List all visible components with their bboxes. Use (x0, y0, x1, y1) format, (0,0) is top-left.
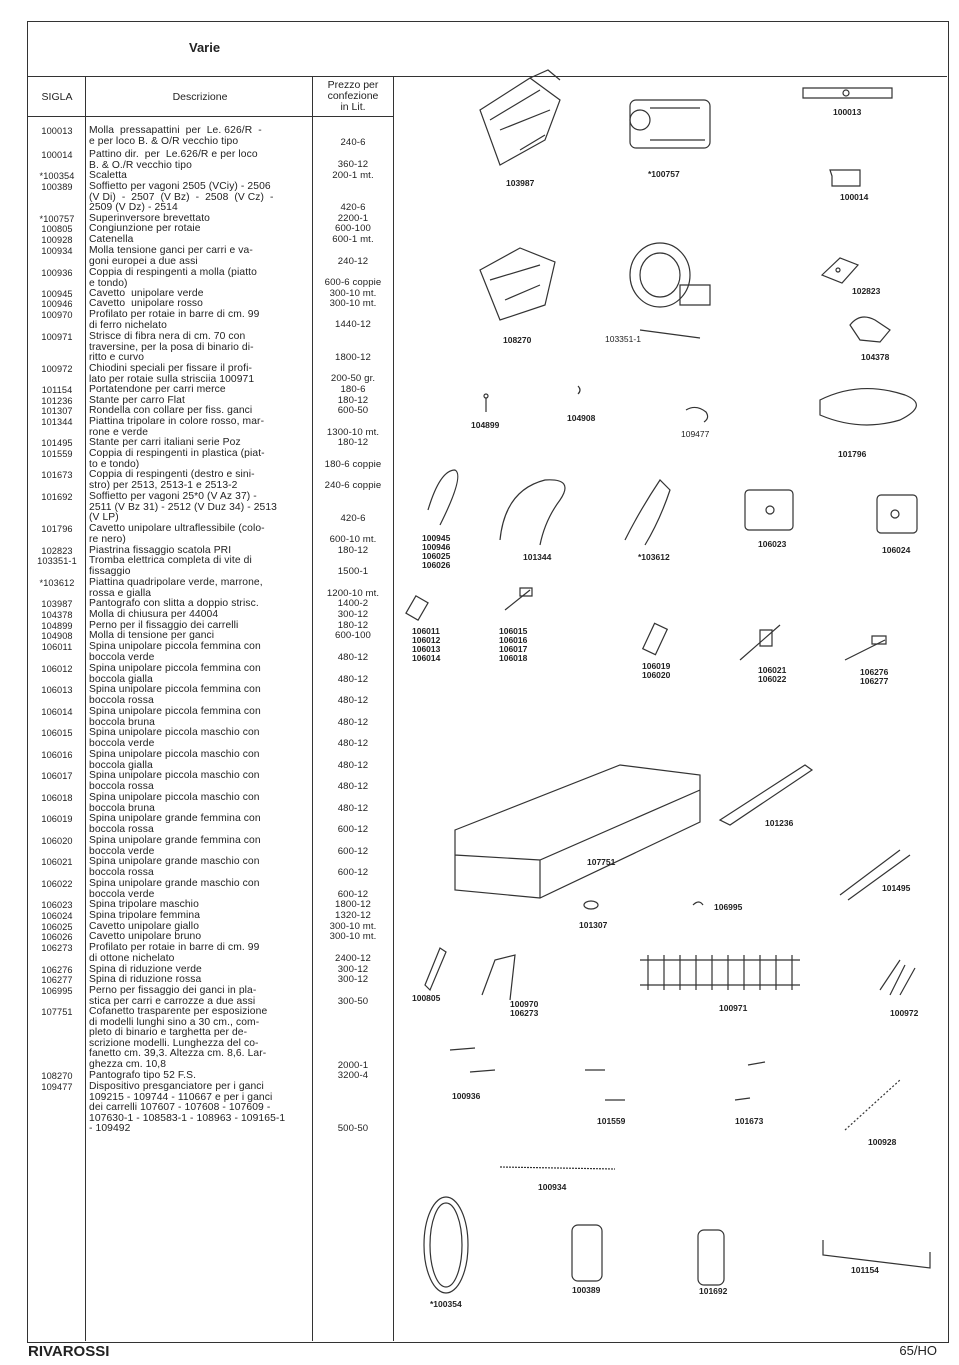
pin-106995 (693, 902, 703, 905)
item-description: Spina unipolare grande femmina con boccola rossa (89, 813, 261, 835)
item-price: 480-12 (337, 760, 369, 771)
part-label: 108270 (503, 335, 532, 345)
item-price: 600-12 (337, 824, 369, 835)
item-code: 100014 (41, 150, 73, 160)
item-price: 480-12 (337, 781, 369, 792)
header-code: SIGLA (41, 91, 73, 103)
item-description: Stante per carri italiani serie Poz (89, 437, 241, 448)
item-price: 200-1 mt. (332, 170, 374, 181)
item-code: 103987 (41, 599, 73, 609)
item-code: 106020 (41, 836, 73, 846)
item-price: 1320-12 (335, 910, 371, 921)
ladder-100354 (424, 1197, 468, 1293)
item-description: Soffietto per vagoni 25*0 (V Az 37) - 2511 (V Bz 31) - 2512 (V Duz 34) - 2513 (V LP) (89, 491, 278, 524)
item-price: 300-10 mt. (329, 298, 377, 309)
item-price: 180-6 (340, 384, 366, 395)
item-description: Perno per fissaggio dei ganci in pla- stica per carri e carrozze a due assi (89, 985, 257, 1007)
item-code: 101344 (41, 417, 73, 427)
item-description: Spina unipolare piccola femmina con boccola bruna (89, 706, 261, 728)
item-price: 3200-4 (337, 1070, 369, 1081)
bellows-100389 (572, 1225, 602, 1281)
item-code: 107751 (41, 1007, 73, 1017)
item-code: 106995 (41, 986, 73, 996)
nails-100972 (880, 960, 915, 995)
rail-100970 (482, 955, 515, 1000)
item-description: Perno per il fissaggio dei carrelli (89, 620, 239, 631)
item-price: 300-10 mt. (329, 288, 377, 299)
part-label: 103351-1 (605, 334, 641, 344)
part-label: 102823 (852, 286, 881, 296)
part-label: 100971 (719, 1003, 748, 1013)
item-price: 300-10 mt. (329, 921, 377, 932)
item-description: Spina di riduzione verde (89, 964, 202, 975)
item-description: Molla di tensione per ganci (89, 630, 215, 641)
item-description: Coppia di respingenti a molla (piatto e tondo) (89, 267, 257, 289)
part-label: 100934 (538, 1182, 567, 1192)
item-description: Piastrina fissaggio scatola PRI (89, 545, 232, 556)
tent-bar-101154 (823, 1240, 930, 1268)
item-description: Piattina quadripolare verde, marrone, rossa e gialla (89, 577, 263, 599)
plug-106023 (745, 490, 793, 530)
item-code: 101495 (41, 438, 73, 448)
item-description: Soffietto per vagoni 2505 (VCiy) - 2506 (V Di) - 2507 (V Bz) - 2508 (V Cz) - 2509 (V Dz) - 2514 (89, 181, 274, 214)
chain-100928 (845, 1080, 900, 1130)
item-code: 106024 (41, 911, 73, 921)
item-price: 360-12 (337, 159, 369, 170)
part-label: 106023 (758, 539, 787, 549)
item-code: 108270 (41, 1071, 73, 1081)
item-price: 480-12 (337, 717, 369, 728)
item-price: 300-50 (337, 996, 369, 1007)
stanchion-101495 (840, 850, 910, 900)
item-description: Spina unipolare piccola maschio con boccola gialla (89, 749, 260, 771)
item-description: Dispositivo presganciatore per i ganci 109215 - 109744 - 110667 e per i ganci dei carrelli 107607 - 107608 - 107609 - 107630-1 - 108583-1 - 108963 - 109165-1 - 109492 (89, 1081, 286, 1135)
ribbon-101344 (500, 480, 565, 545)
page-number: 65/HO (899, 1343, 937, 1358)
part-label: 106995 (714, 902, 743, 912)
item-description: Strisce di fibra nera di cm. 70 con traversine, per la posa di binario di- ritto e curvo (89, 331, 254, 364)
item-code: 109477 (41, 1082, 73, 1092)
item-price: 600-12 (337, 846, 369, 857)
part-label: 101307 (579, 920, 608, 930)
cable-101796 (820, 389, 916, 425)
item-description: Spina unipolare piccola femmina con boccola gialla (89, 663, 261, 685)
stanchion-101236 (720, 765, 812, 825)
part-label: 101344 (523, 552, 552, 562)
ribbon-103612 (625, 480, 670, 545)
item-price: 2400-12 (335, 953, 371, 964)
item-description: Profilato per rotaie in barre di cm. 99 di ottone nichelato (89, 942, 260, 964)
footer-brand: RIVAROSSI (28, 1343, 110, 1360)
item-code: 101307 (41, 406, 73, 416)
item-code: 104908 (41, 631, 73, 641)
item-description: Spina unipolare piccola femmina con boccola rossa (89, 684, 261, 706)
cable-100945 (428, 470, 458, 525)
item-description: Spina tripolare maschio (89, 899, 199, 910)
spring-104378 (850, 317, 890, 342)
item-code: 106014 (41, 707, 73, 717)
item-code: 106022 (41, 879, 73, 889)
item-code: 101796 (41, 524, 73, 534)
part-label: 101559 (597, 1116, 626, 1126)
header-price: Prezzo per confezione in Lit. (327, 79, 379, 113)
item-description: Spina di riduzione rossa (89, 974, 202, 985)
item-price: 240-6 (340, 137, 366, 148)
display-case-107751 (455, 765, 700, 898)
item-code: 106012 (41, 664, 73, 674)
item-code: 106273 (41, 943, 73, 953)
item-price: 1300-10 mt. (326, 427, 380, 438)
item-description: Piattina tripolare in colore rosso, mar- rone e verde (89, 416, 265, 438)
item-code: 100934 (41, 246, 73, 256)
item-price: 180-12 (337, 395, 369, 406)
item-price: 600-100 (335, 630, 371, 641)
pin-104899 (484, 394, 488, 412)
part-label: *100757 (648, 169, 680, 179)
item-code: 106025 (41, 922, 73, 932)
item-price: 1400-2 (337, 598, 369, 609)
item-price: 500-50 (337, 1123, 369, 1134)
item-code: 101673 (41, 470, 73, 480)
item-description: Chiodini speciali per fissare il profi- lato per rotaie sulla strisciia 100971 (89, 363, 255, 385)
item-description: Cofanetto trasparente per esposizione di modelli lunghi sino a 30 cm., com- pleto di binario e targhetta per de- scrizione modelli. Lunghezza del co- fanetto cm. 39,3. Altezza cm. 8,6. Lar- ghezza cm. 10,8 (89, 1006, 268, 1070)
item-price: 480-12 (337, 738, 369, 749)
item-code: 101236 (41, 396, 73, 406)
plug-106011 (406, 596, 428, 620)
item-code: 100972 (41, 364, 73, 374)
item-description: Molla pressapattini per Le. 626/R - e per loco B. & O/R vecchio tipo (89, 125, 262, 147)
item-description: Coppia di respingenti (destro e sini- stro) per 2513, 2513-1 e 2513-2 (89, 469, 255, 491)
part-label: 106024 (882, 545, 911, 555)
item-code: 101692 (41, 492, 73, 502)
item-price: 1800-12 (335, 899, 371, 910)
item-price: 1500-1 (337, 566, 369, 577)
item-code: 101154 (41, 385, 73, 395)
item-code: 102823 (41, 546, 73, 556)
item-code: 104378 (41, 610, 73, 620)
item-code: 100389 (41, 182, 73, 192)
item-description: Molla tensione ganci per carri e va- goni europei a due assi (89, 245, 253, 267)
bellows-101692 (698, 1230, 724, 1285)
item-description: Spina unipolare grande femmina con boccola verde (89, 835, 261, 857)
item-price: 600-10 mt. (329, 534, 377, 545)
part-label: 100014 (840, 192, 869, 202)
item-code: 106276 (41, 965, 73, 975)
part-label: 106021 106022 (758, 665, 787, 684)
part-label: 101154 (851, 1265, 879, 1275)
item-price: 300-12 (337, 964, 369, 975)
item-price: 240-12 (337, 256, 369, 267)
item-code: 106018 (41, 793, 73, 803)
part-label: 101495 (882, 883, 911, 893)
item-price: 600-12 (337, 867, 369, 878)
item-code: 100928 (41, 235, 73, 245)
spring-100934 (500, 1167, 615, 1169)
item-code: 100946 (41, 299, 73, 309)
item-description: Catenella (89, 234, 134, 245)
item-code: 106023 (41, 900, 73, 910)
uncoupler-109477 (686, 407, 708, 422)
part-label: 100389 (572, 1285, 601, 1295)
header-description: Descrizione (172, 91, 228, 103)
item-description: Spina unipolare piccola maschio con boccola bruna (89, 792, 260, 814)
item-description: Profilato per rotaie in barre di cm. 99 di ferro nichelato (89, 309, 260, 331)
item-description: Portatendone per carri merce (89, 384, 226, 395)
part-label: 101692 (699, 1286, 728, 1296)
item-price: 300-10 mt. (329, 931, 377, 942)
part-label: 100928 (868, 1137, 897, 1147)
item-description: Scaletta (89, 170, 128, 181)
part-label: 103987 (506, 178, 535, 188)
slider-bar-100013 (803, 88, 892, 98)
buffers-101559 (585, 1070, 625, 1100)
item-price: 180-12 (337, 620, 369, 631)
part-label: 100013 (833, 107, 862, 117)
item-code: *100354 (39, 171, 75, 181)
joiner-100805 (425, 948, 446, 990)
item-description: Cavetto unipolare bruno (89, 931, 202, 942)
plug-106015 (505, 588, 532, 610)
item-price: 300-12 (337, 609, 369, 620)
item-code: 106016 (41, 750, 73, 760)
item-price: 300-12 (337, 974, 369, 985)
reverser-100757 (630, 100, 710, 148)
buffers-100936 (450, 1048, 495, 1072)
item-price: 600-1 mt. (332, 234, 374, 245)
item-code: 106021 (41, 857, 73, 867)
item-code: *100757 (39, 214, 75, 224)
part-label: 100972 (890, 1008, 919, 1018)
item-price: 2000-1 (337, 1060, 369, 1071)
item-price: 1800-12 (335, 352, 371, 363)
part-label: 101673 (735, 1116, 764, 1126)
item-price: 180-12 (337, 437, 369, 448)
item-price: 600-100 (335, 223, 371, 234)
track-100971 (640, 955, 800, 990)
item-price: 240-6 coppie (324, 480, 382, 491)
item-price: 1440-12 (335, 319, 371, 330)
item-description: Spina tripolare femmina (89, 910, 201, 921)
item-description: Coppia di respingenti in plastica (piat- to e tondo) (89, 448, 265, 470)
item-description: Pantografo tipo 52 F.S. (89, 1070, 197, 1081)
item-price: 480-12 (337, 674, 369, 685)
item-description: Superinversore brevettato (89, 213, 210, 224)
spring-104908 (578, 386, 580, 394)
item-description: Rondella con collare per fiss. ganci (89, 405, 253, 416)
item-code: 106026 (41, 932, 73, 942)
item-price: 180-12 (337, 545, 369, 556)
section-title: Varie (189, 40, 221, 55)
part-label: *100354 (430, 1299, 462, 1309)
item-description: Spina unipolare grande maschio con boccola rossa (89, 856, 260, 878)
item-code: 101559 (41, 449, 73, 459)
item-price: 600-50 (337, 405, 369, 416)
part-label: 104899 (471, 420, 500, 430)
part-label: 101796 (838, 449, 867, 459)
buffers-101673 (735, 1062, 765, 1100)
item-description: Tromba elettrica completa di vite di fissaggio (89, 555, 252, 577)
item-description: Spina unipolare piccola maschio con boccola rossa (89, 770, 260, 792)
washer-101307 (584, 901, 598, 909)
item-description: Congiunzione per rotaie (89, 223, 201, 234)
part-label: *103612 (638, 552, 670, 562)
part-label: 106011 106012 106013 106014 (412, 626, 441, 663)
item-price: 180-6 coppie (324, 459, 382, 470)
item-price: 480-12 (337, 695, 369, 706)
item-description: Spina unipolare grande maschio con boccola verde (89, 878, 260, 900)
item-description: Cavetto unipolare verde (89, 288, 204, 299)
item-description: Pattino dir. per Le.626/R e per loco B. & O./R vecchio tipo (89, 149, 258, 171)
plug-106276 (845, 636, 886, 660)
part-label: 106276 106277 (860, 667, 889, 686)
item-price: 480-12 (337, 652, 369, 663)
item-price: 420-6 (340, 513, 366, 524)
item-code: 106017 (41, 771, 73, 781)
item-price: 200-50 gr. (330, 373, 376, 384)
item-description: Stante per carro Flat (89, 395, 185, 406)
item-code: 103351-1 (37, 556, 77, 566)
pantograph-103987 (480, 70, 560, 165)
part-label: 104378 (861, 352, 890, 362)
part-label: 106019 106020 (642, 661, 671, 680)
part-label: 101236 (765, 818, 794, 828)
item-price: 2200-1 (337, 213, 369, 224)
item-code: 106277 (41, 975, 73, 985)
item-code: 100945 (41, 289, 73, 299)
item-price: 1200-10 mt. (326, 588, 380, 599)
item-description: Spina unipolare piccola femmina con boccola verde (89, 641, 261, 663)
pad-100014 (830, 170, 860, 186)
part-label: 100936 (452, 1091, 481, 1101)
item-code: 100805 (41, 224, 73, 234)
part-label: 100805 (412, 993, 441, 1003)
pantograph-108270 (480, 248, 555, 320)
item-price: 600-6 coppie (324, 277, 382, 288)
item-code: 106013 (41, 685, 73, 695)
part-label: 104908 (567, 413, 596, 423)
item-code: 100013 (41, 126, 73, 136)
item-description: Cavetto unipolare rosso (89, 298, 204, 309)
horn-103351-1 (630, 243, 710, 338)
item-code: 106019 (41, 814, 73, 824)
item-code: 106011 (41, 642, 73, 652)
item-description: Cavetto unipolare giallo (89, 921, 200, 932)
item-code: 100936 (41, 268, 73, 278)
item-description: Spina unipolare piccola maschio con boccola verde (89, 727, 260, 749)
item-price: 420-6 (340, 202, 366, 213)
plug-106024 (877, 495, 917, 533)
item-description: Pantografo con slitta a doppio strisc. (89, 598, 259, 609)
part-label: 107751 (587, 857, 616, 867)
plug-106019 (643, 623, 668, 654)
item-code: 106015 (41, 728, 73, 738)
item-price: 600-12 (337, 889, 369, 900)
plate-102823 (822, 258, 858, 283)
item-description: Molla di chiusura per 44004 (89, 609, 219, 620)
item-price: 480-12 (337, 803, 369, 814)
part-label: 100970 106273 (510, 999, 539, 1018)
item-code: *103612 (39, 578, 75, 588)
item-code: 104899 (41, 621, 73, 631)
part-label: 109477 (681, 429, 710, 439)
part-label: 106015 106016 106017 106018 (499, 626, 528, 663)
plug-106021 (740, 625, 780, 660)
part-label: 100945 100946 106025 106026 (422, 533, 451, 570)
item-code: 100971 (41, 332, 73, 342)
item-description: Cavetto unipolare ultraflessibile (colo- re nero) (89, 523, 265, 545)
item-code: 100970 (41, 310, 73, 320)
